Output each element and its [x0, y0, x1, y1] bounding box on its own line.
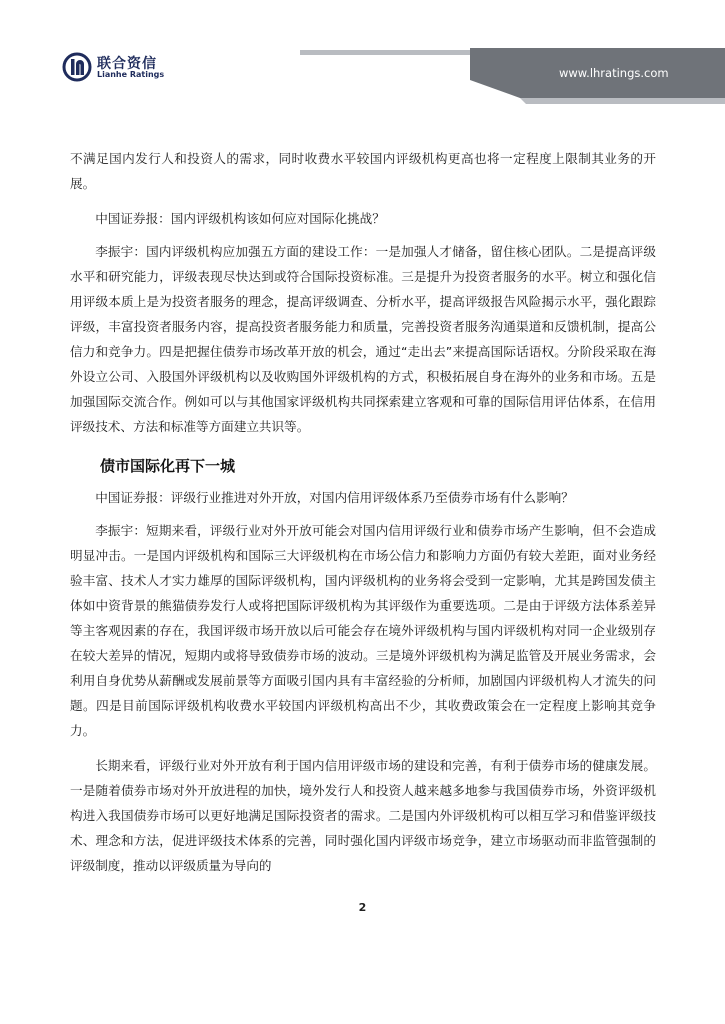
interview-question-2: 中国证券报：评级行业推进对外开放，对国内信用评级体系乃至债券市场有什么影响？ [95, 490, 574, 505]
page-number: 2 [358, 901, 367, 914]
section-heading: 债市国际化再下一城 [100, 457, 236, 475]
interview-answer-1: 李振宇：国内评级机构应加强五方面的建设工作：一是加强人才储备，留住核心团队。二是提高评级水平和研究能力，评级表现尽快达到或符合国际投资标准。三是提升为投资者服务的水平。树立和强化信用评级本质上是为投资者服务的理念，提高评级调查、分析水平，提高评级报告风险揭示水平，强化跟踪评级，丰富投资者服务内容，提高投资者服务能力和质量，完善投资者服务沟通渠道和反馈机制，提高公信力和竞争力。四是把握住债券市场改革开放的机会，通过“走出去”来提高国际话语权。分阶段采取在海外设立公司、入股国外评级机构以及收购国外评级机构的方式，积极拓展自身在海外的业务和市场。五是加强国际交流合作。例如可以与其他国家评级机构共同探索建立客观和可靠的国际信用评估体系，在信用评级技术、方法和标准等方面建立共识等。 [70, 244, 656, 434]
article-body [70, 146, 656, 888]
header-bar-shadow [520, 98, 725, 104]
logo-mark-icon [62, 52, 92, 82]
page-header [0, 0, 725, 105]
company-logo [62, 52, 222, 92]
interview-question-1: 中国证券报：国内评级机构该如何应对国际化挑战？ [95, 211, 385, 226]
interview-answer-2: 李振宇：短期来看，评级行业对外开放可能会对国内信用评级行业和债券市场产生影响，但不会造成明显冲击。一是国内评级机构和国际三大评级机构在市场公信力和影响力方面仍有较大差距，面对业务经验丰富、技术人才实力雄厚的国际评级机构，国内评级机构的业务将会受到一定影响，尤其是跨国发债主体如中资背景的熊猫债券发行人或将把国际评级机构为其评级作为重要选项。二是由于评级方法体系差异等主客观因素的存在，我国评级市场开放以后可能会存在境外评级机构与国内评级机构对同一企业级别存在较大差异的情况，短期内或将导致债券市场的波动。三是境外评级机构为满足监管及开展业务需求，会利用自身优势从薪酬或发展前景等方面吸引国内具有丰富经验的分析师，加剧国内评级机构人才流失的问题。四是目前国际评级机构收费水平较国内评级机构高出不少，其收费政策会在一定程度上影响其竞争力。 [70, 523, 656, 738]
interview-answer-2-continued: 长期来看，评级行业对外开放有利于国内信用评级市场的建设和完善，有利于债券市场的健康发展。一是随着债券市场对外开放进程的加快，境外发行人和投资人越来越多地参与我国债券市场，外资评级机构进入我国债券市场可以更好地满足国际投资者的需求。二是国内外评级机构可以相互学习和借鉴评级技术、理念和方法，促进评级技术体系的完善，同时强化国内评级市场竞争，建立市场驱动而非监管强制的评级制度，推动以评级质量为导向的 [70, 758, 656, 873]
logo-english-name: Lianhe Ratings [97, 70, 165, 79]
paragraph-continued: 不满足国内发行人和投资人的需求，同时收费水平较国内评级机构更高也将一定程度上限制其业务的开展。 [70, 151, 656, 191]
website-url: www.lhratings.com [559, 66, 669, 80]
logo-chinese-name: 联合资信 [97, 56, 157, 72]
